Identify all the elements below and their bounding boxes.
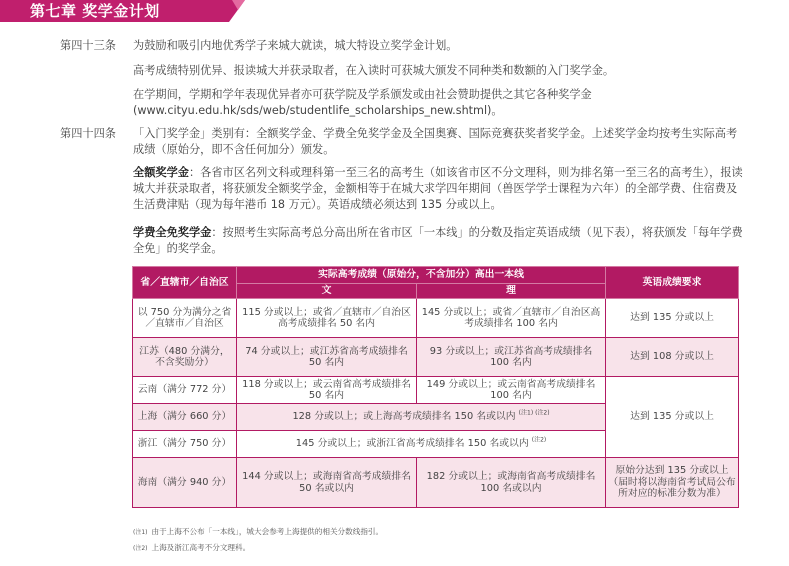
- chapter-header: [0, 0, 245, 22]
- chapter-title: 第七章 奖学金计划: [30, 2, 160, 20]
- science-cell: 182 分或以上；或海南省高考成绩排名 100 名或以内: [417, 458, 606, 508]
- footnote-ref: (注1) (注2): [518, 409, 550, 417]
- region-cell: 以 750 分为满分之省／直辖市／自治区: [133, 299, 237, 338]
- tuition-waiver-body: ：按照考生实际高考总分高出所在省市区「一本线」的分数及指定英语成绩（见下表），将获颁发「每年学费全免」的奖学金。: [133, 226, 743, 255]
- footnote-ref: (注2): [531, 436, 547, 444]
- english-cell: 达到 135 分或以上: [606, 377, 739, 458]
- footnote-2: [133, 542, 250, 553]
- table-row: [133, 458, 739, 508]
- table-row: [133, 299, 739, 338]
- col-header-arts: 文: [237, 284, 417, 299]
- tuition-waiver-paragraph: [133, 225, 743, 257]
- arts-cell: 144 分或以上；或海南省高考成绩排名 50 名或以内: [237, 458, 417, 508]
- scholarship-table: [132, 266, 739, 508]
- footnote-1-mark: (注1): [133, 529, 148, 536]
- region-cell: 海南（满分 940 分）: [133, 458, 237, 508]
- footnote-2-mark: (注2): [133, 545, 148, 552]
- arts-cell: 115 分或以上；或省／直辖市／自治区高考成绩排名 50 名内: [237, 299, 417, 338]
- region-cell: 云南（满分 772 分）: [133, 377, 237, 404]
- science-cell: 149 分或以上；或云南省高考成绩排名 100 名内: [417, 377, 606, 404]
- article-43-para-3: 在学期间，学期和学年表现优异者亦可获学院及学系颁发或由社会赞助提供之其它各种奖学金 (www.cityu.edu.hk/sds/web/studentlife_scholarships_new.shtml)。: [133, 88, 592, 117]
- article-44-label: 第四十四条: [60, 127, 116, 140]
- region-cell: 江苏（480 分满分，不含奖励分）: [133, 338, 237, 377]
- article-43-label: 第四十三条: [60, 39, 116, 52]
- article-43-para-1: 为鼓励和吸引内地优秀学子来城大就读，城大特设立奖学金计划。: [133, 39, 458, 52]
- region-cell: 浙江（满分 750 分）: [133, 431, 237, 458]
- full-scholarship-title: 全额奖学金: [133, 166, 189, 179]
- english-cell: 达到 108 分或以上: [606, 338, 739, 377]
- science-cell: 93 分或以上；或江苏省高考成绩排名 100 名内: [417, 338, 606, 377]
- col-header-score: 实际高考成绩（原始分，不含加分）高出一本线: [237, 267, 606, 284]
- arts-cell: 74 分或以上；或江苏省高考成绩排名 50 名内: [237, 338, 417, 377]
- article-43-para-2: 高考成绩特别优异、报读城大并获录取者，在入读时可获城大颁发不同种类和数额的入门奖学金。: [133, 64, 615, 77]
- combined-score-cell: [237, 404, 606, 431]
- science-cell: 145 分或以上；或省／直辖市／自治区高考成绩排名 100 名内: [417, 299, 606, 338]
- combined-score-text: 128 分或以上；或上海高考成绩排名 150 名或以内: [292, 411, 516, 423]
- full-scholarship-paragraph: [133, 165, 743, 213]
- region-cell: 上海（满分 660 分）: [133, 404, 237, 431]
- tuition-waiver-title: 学费全免奖学金: [133, 226, 212, 239]
- footnote-2-text: 上海及浙江高考不分文理科。: [151, 543, 251, 552]
- article-44-para-1: 「入门奖学金」类别有：全额奖学金、学费全免奖学金及全国奥赛、国际竞赛获奖者奖学金。上述奖学金均按考生实际高考成绩（原始分，即不含任何加分）颁发。: [133, 127, 738, 156]
- english-cell: 原始分达到 135 分或以上（届时将以海南省考试局公布所对应的标准分数为准）: [606, 458, 739, 508]
- arts-cell: 118 分或以上；或云南省高考成绩排名 50 名内: [237, 377, 417, 404]
- col-header-region: 省／直辖市／自治区: [133, 267, 237, 299]
- footnote-1: [133, 526, 383, 537]
- col-header-science: 理: [417, 284, 606, 299]
- combined-score-text: 145 分或以上；或浙江省高考成绩排名 150 名或以内: [295, 438, 529, 450]
- footnote-1-text: 由于上海不公布「一本线」，城大会参考上海提供的相关分数线指引。: [151, 527, 384, 536]
- table-row: [133, 377, 739, 404]
- table-row: [133, 338, 739, 377]
- col-header-english: 英语成绩要求: [606, 267, 739, 299]
- combined-score-cell: [237, 431, 606, 458]
- full-scholarship-body: ：各省市区名列文科或理科第一至三名的高考生（如该省市区不分文理科，则为排名第一至三名的高考生），报读城大并获录取者，将获颁发全额奖学金，金额相等于在城大求学四年期间（兽医学学士课程为六年）的全部学费、住宿费及生活费津贴（现为每年港币 18 万元）。英语成绩必须达到 135 分或以上。: [133, 166, 743, 211]
- english-cell: 达到 135 分或以上: [606, 299, 739, 338]
